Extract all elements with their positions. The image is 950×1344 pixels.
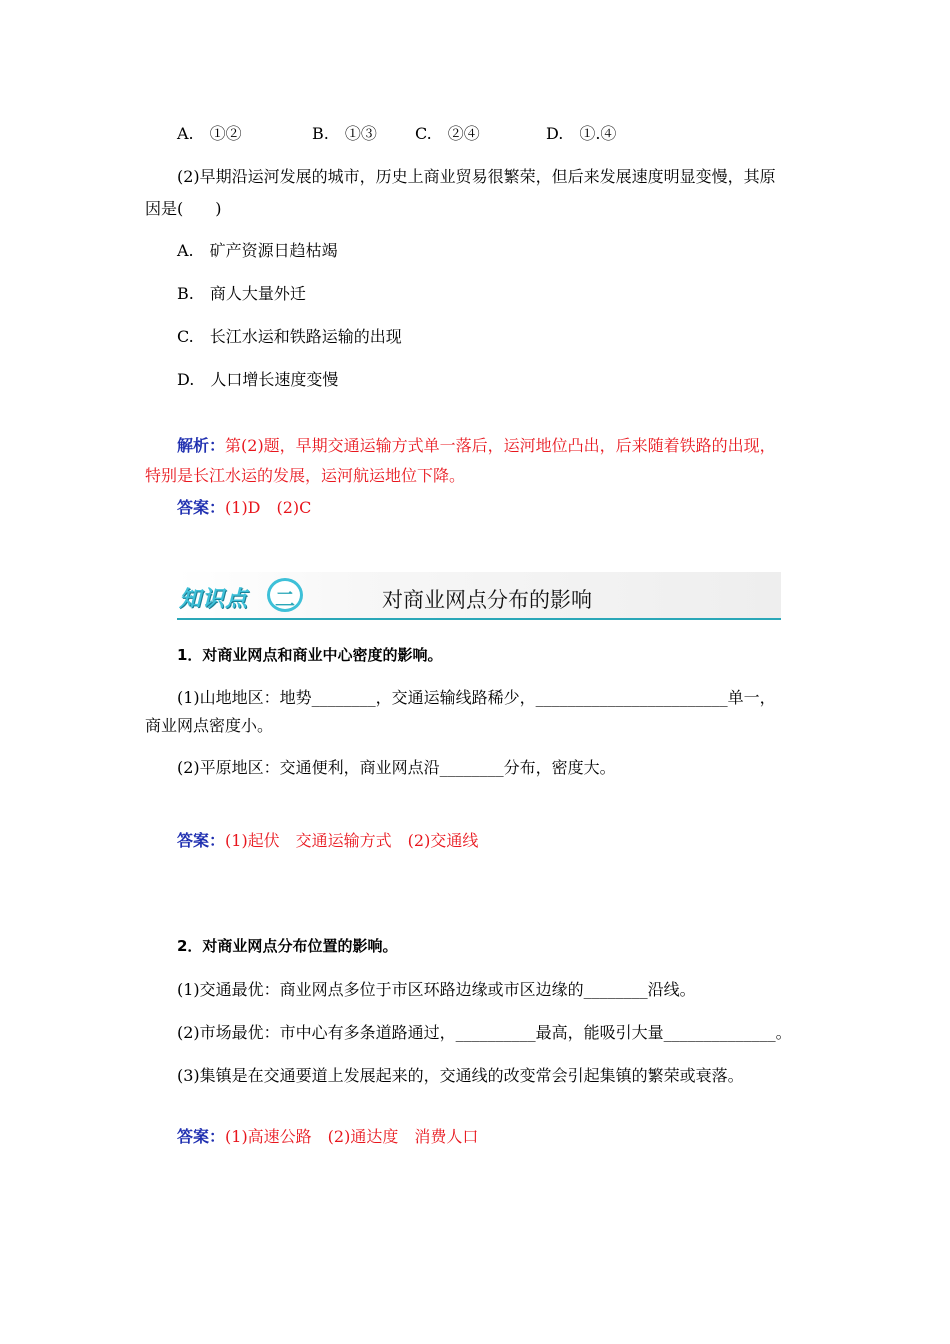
knowledge-point-number: 二: [275, 587, 295, 611]
section-2-answer-text: (1)高速公路 (2)通达度 消费人口: [225, 1127, 479, 1146]
knowledge-point-number-badge: [267, 578, 303, 612]
section-2-answer: [177, 1127, 478, 1147]
question-2-option-a: A. 矿产资源日趋枯竭: [177, 241, 338, 260]
question-2-option-c: C. 长江水运和铁路运输的出现: [177, 327, 402, 346]
section-2-item3: (3)集镇是在交通要道上发展起来的，交通线的改变常会引起集镇的繁荣或衰落。: [177, 1066, 744, 1085]
option-d: D. ①.④: [546, 124, 617, 143]
question-2-option-b: B. 商人大量外迁: [177, 284, 306, 303]
answer-1-text: (1)D (2)C: [225, 498, 312, 517]
section-1-answer-text: (1)起伏 交通运输方式 (2)交通线: [225, 831, 479, 850]
knowledge-point-tag: [177, 578, 305, 612]
section-1-item2: (2)平原地区：交通便利，商业网点沿________分布，密度大。: [177, 758, 616, 777]
section-1-answer-label: 答案：: [177, 831, 226, 850]
question-2-stem-line2: 因是( ): [145, 199, 222, 218]
analysis-line1: [177, 436, 776, 456]
section-1-item1-line1: (1)山地地区：地势________，交通运输线路稀少，________________________单一，: [177, 688, 776, 707]
section-2-answer-label: 答案：: [177, 1127, 226, 1146]
section-2-heading: 2．对商业网点分布位置的影响。: [177, 937, 398, 955]
knowledge-point-banner: [177, 572, 781, 620]
answer-1-label: 答案：: [177, 498, 226, 517]
answer-1: [177, 498, 311, 518]
section-2-item1: (1)交通最优：商业网点多位于市区环路边缘或市区边缘的________沿线。: [177, 980, 696, 999]
question-2-stem-line1: (2)早期沿运河发展的城市，历史上商业贸易很繁荣，但后来发展速度明显变慢，其原: [177, 167, 776, 186]
option-a: A. ①②: [177, 124, 242, 143]
section-2-item2: (2)市场最优：市中心有多条道路通过，__________最高，能吸引大量______________。: [177, 1023, 792, 1042]
section-1-heading: 1．对商业网点和商业中心密度的影响。: [177, 646, 443, 664]
section-1-item1-line2: 商业网点密度小。: [145, 716, 274, 735]
section-title: 对商业网点分布的影响: [382, 588, 592, 612]
option-b: B. ①③: [312, 124, 377, 143]
option-c: C. ②④: [415, 124, 480, 143]
analysis-label: 解析：: [177, 436, 226, 455]
knowledge-point-label: 知识点: [179, 587, 249, 612]
section-1-answer: [177, 831, 478, 851]
analysis-text-1: 第(2)题，早期交通运输方式单一落后，运河地位凸出，后来随着铁路的出现，: [225, 436, 776, 455]
analysis-line2: 特别是长江水运的发展，运河航运地位下降。: [145, 466, 466, 485]
question-2-option-d: D. 人口增长速度变慢: [177, 370, 339, 389]
